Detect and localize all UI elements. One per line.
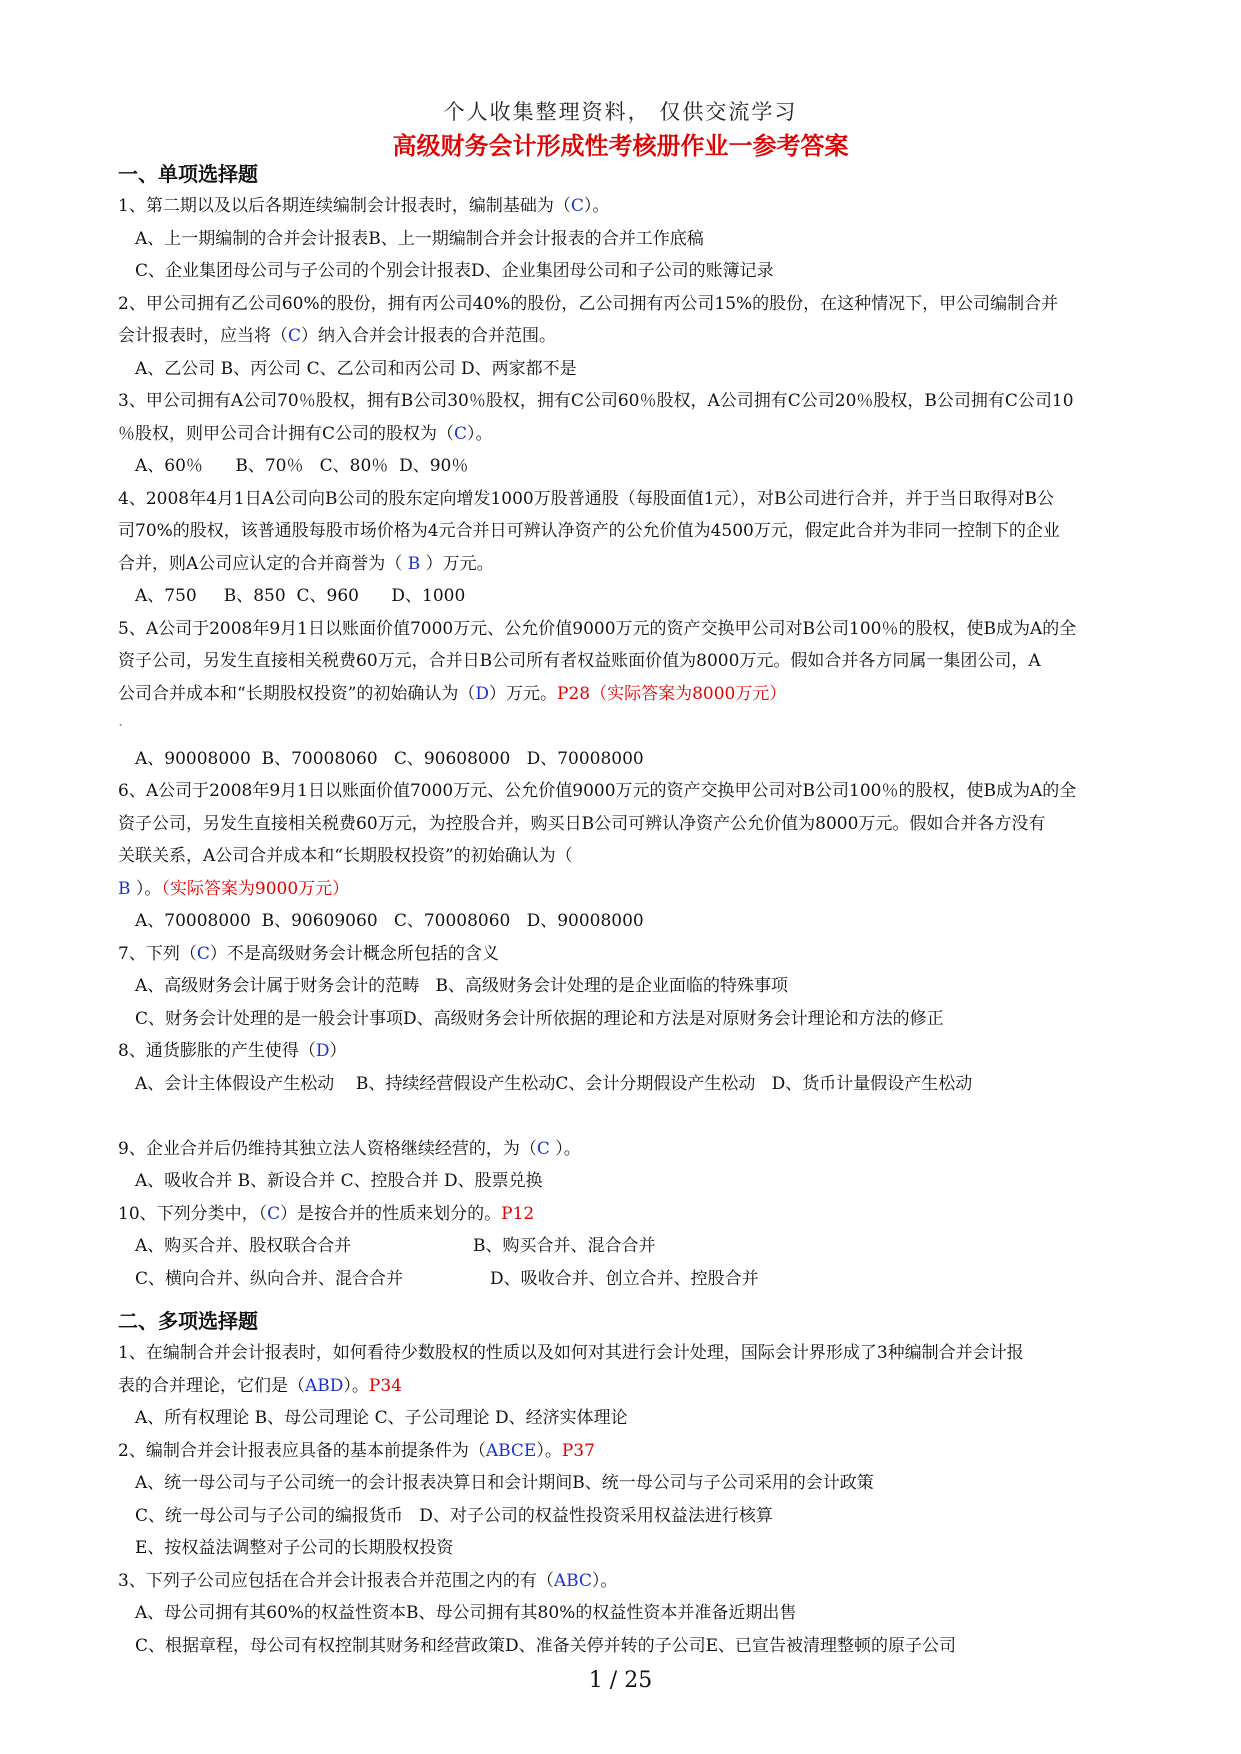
question-5-options: A、90008000 B、70008060 C、90608000 D、70008000 xyxy=(135,748,644,769)
answer-6: B xyxy=(118,878,131,899)
question-6-line-2: 资子公司，另发生直接相关税费60万元，为控股合并，购买日B公司可辨认净资产公允价值为8000万元。假如合并各方没有 xyxy=(118,813,1046,834)
question-5-line-3: 公司合并成本和“长期股权投资”的初始确认为（D）万元。P28（实际答案为8000万元） xyxy=(118,683,787,704)
question-1-options-line-1: A、上一期编制的合并会计报表B、上一期编制合并会计报表的合并工作底稿 xyxy=(135,228,704,249)
multi-question-1-line-2: 表的合并理论，它们是（ABD）。P34 xyxy=(118,1375,402,1396)
question-6-line-3: 关联关系，A公司合并成本和“长期股权投资”的初始确认为（ xyxy=(118,846,573,866)
multi-question-2: 2、编制合并会计报表应具备的基本前提条件为（ABCE）。P37 xyxy=(118,1440,595,1461)
multi-question-2-options-line-3: E、按权益法调整对子公司的长期股权投资 xyxy=(135,1538,454,1558)
answer-5-note: P28（实际答案为8000万元） xyxy=(557,683,787,704)
multi-question-1-options: A、所有权理论 B、母公司理论 C、子公司理论 D、经济实体理论 xyxy=(135,1408,628,1428)
document-title: 高级财务会计形成性考核册作业一参考答案 xyxy=(392,131,849,160)
multi-question-3-options-line-1: A、母公司拥有其60%的权益性资本B、母公司拥有其80%的权益性资本并准备近期出售 xyxy=(135,1603,797,1623)
question-6-line-4: B ）。（实际答案为9000万元） xyxy=(118,878,350,899)
question-4-line-2: 司70%的股权，该普通股每股市场价格为4元合并日可辨认净资产的公允价值为4500万元，假定此合并为非同一控制下的企业 xyxy=(118,521,1060,541)
question-3-line-1: 3、甲公司拥有A公司70％股权，拥有B公司30％股权，拥有C公司60％股权，A公司拥有C公司20％股权，B公司拥有C公司10 xyxy=(118,391,1074,411)
question-5-line-2: 资子公司，另发生直接相关税费60万元，合并日B公司所有者权益账面价值为8000万元。假如合并各方同属一集团公司，A xyxy=(118,651,1041,671)
question-5-stray-dot: · xyxy=(118,716,124,736)
answer-3: C xyxy=(454,423,468,444)
answer-8: D xyxy=(315,1041,330,1061)
question-4-line-1: 4、2008年4月1日A公司向B公司的股东定向增发1000万股普通股（每股面值1元），对B公司进行合并，并于当日取得对B公 xyxy=(118,488,1055,509)
question-8: 8、通货膨胀的产生使得（D） xyxy=(118,1041,347,1061)
header-note: 个人收集整理资料， 仅供交流学习 xyxy=(443,100,798,124)
answer-1: C xyxy=(570,196,584,216)
question-4-options: A、750 B、850 C、960 D、1000 xyxy=(135,586,466,606)
question-8-options: A、会计主体假设产生松动 B、持续经营假设产生松动C、会计分期假设产生松动 D、货币计量假设产生松动 xyxy=(135,1073,973,1094)
question-7: 7、下列（C）不是高级财务会计概念所包括的含义 xyxy=(118,943,499,964)
answer-2: C xyxy=(288,326,302,346)
question-1: 1、第二期以及以后各期连续编制会计报表时，编制基础为（C）。 xyxy=(118,196,610,216)
section-heading-single-choice: 一、单项选择题 xyxy=(118,162,258,186)
question-3-line-2: ％股权，则甲公司合计拥有C公司的股权为（C）。 xyxy=(118,423,493,444)
multi-answer-2: ABCE xyxy=(485,1440,537,1461)
question-2-options: A、乙公司 B、丙公司 C、乙公司和丙公司 D、两家都不是 xyxy=(135,358,577,379)
question-10-options-line-1: A、购买合并、股权联合合并 B、购买合并、混合合并 xyxy=(135,1236,656,1256)
multi-answer-1: ABD xyxy=(305,1375,344,1396)
page-number: 1 / 25 xyxy=(588,1668,653,1693)
multi-question-1-line-1: 1、在编制合并会计报表时，如何看待少数股权的性质以及如何对其进行会计处理，国际会计界形成了3种编制合并会计报 xyxy=(118,1343,1024,1363)
question-9-options: A、吸收合并 B、新设合并 C、控股合并 D、股票兑换 xyxy=(135,1171,543,1191)
multi-answer-3: ABC xyxy=(553,1570,592,1591)
question-7-options-line-2: C、财务会计处理的是一般会计事项D、高级财务会计所依据的理论和方法是对原财务会计理论和方法的修正 xyxy=(135,1008,944,1029)
question-1-options-line-2: C、企业集团母公司与子公司的个别会计报表D、企业集团母公司和子公司的账簿记录 xyxy=(135,261,774,281)
question-9: 9、企业合并后仍维持其独立法人资格继续经营的，为（C ）。 xyxy=(118,1138,581,1159)
multi-answer-1-note: P34 xyxy=(368,1375,402,1396)
multi-question-3-options-line-2: C、根据章程，母公司有权控制其财务和经营政策D、准备关停并转的子公司E、已宣告被清理整顿的原子公司 xyxy=(135,1635,957,1656)
section-heading-multiple-choice: 二、多项选择题 xyxy=(118,1309,258,1333)
answer-4: B xyxy=(407,553,421,574)
multi-question-2-options-line-1: A、统一母公司与子公司统一的会计报表决算日和会计期间B、统一母公司与子公司采用的会计政策 xyxy=(135,1473,874,1493)
question-10-options-line-2: C、横向合并、纵向合并、混合合并 D、吸收合并、创立合并、控股合并 xyxy=(135,1268,759,1289)
answer-10-note: P12 xyxy=(501,1203,535,1224)
blank-line xyxy=(118,1100,1128,1133)
question-3-options: A、60％ B、70％ C、80％ D、90％ xyxy=(135,456,469,476)
question-10: 10、下列分类中，（C）是按合并的性质来划分的。P12 xyxy=(118,1203,535,1224)
answer-6-note: （实际答案为9000万元） xyxy=(161,878,350,899)
document-body xyxy=(118,158,1128,1662)
answer-5: D xyxy=(475,683,490,704)
answer-7: C xyxy=(196,943,210,964)
multi-answer-2-note: P37 xyxy=(561,1440,595,1461)
multi-question-3: 3、下列子公司应包括在合并会计报表合并范围之内的有（ABC）。 xyxy=(118,1570,618,1591)
answer-9: C xyxy=(536,1138,550,1159)
question-5-line-1: 5、A公司于2008年9月1日以账面价值7000万元、公允价值9000万元的资产交换甲公司对B公司100％的股权，使B成为A的全 xyxy=(118,618,1077,639)
question-6-options: A、70008000 B、90609060 C、70008060 D、90008000 xyxy=(135,911,644,931)
question-2-line-1: 2、甲公司拥有乙公司60%的股份，拥有丙公司40%的股份，乙公司拥有丙公司15%的股份，在这种情况下，甲公司编制合并 xyxy=(118,293,1059,314)
question-2-line-2: 会计报表时，应当将（C）纳入合并会计报表的合并范围。 xyxy=(118,326,557,346)
question-4-line-3: 合并，则A公司应认定的合并商誉为（ B ）万元。 xyxy=(118,553,494,574)
answer-10: C xyxy=(267,1203,281,1224)
question-7-options-line-1: A、高级财务会计属于财务会计的范畴 B、高级财务会计处理的是企业面临的特殊事项 xyxy=(135,976,788,996)
multi-question-2-options-line-2: C、统一母公司与子公司的编报货币 D、对子公司的权益性投资采用权益法进行核算 xyxy=(135,1505,773,1526)
question-6-line-1: 6、A公司于2008年9月1日以账面价值7000万元、公允价值9000万元的资产交换甲公司对B公司100％的股权，使B成为A的全 xyxy=(118,781,1077,801)
